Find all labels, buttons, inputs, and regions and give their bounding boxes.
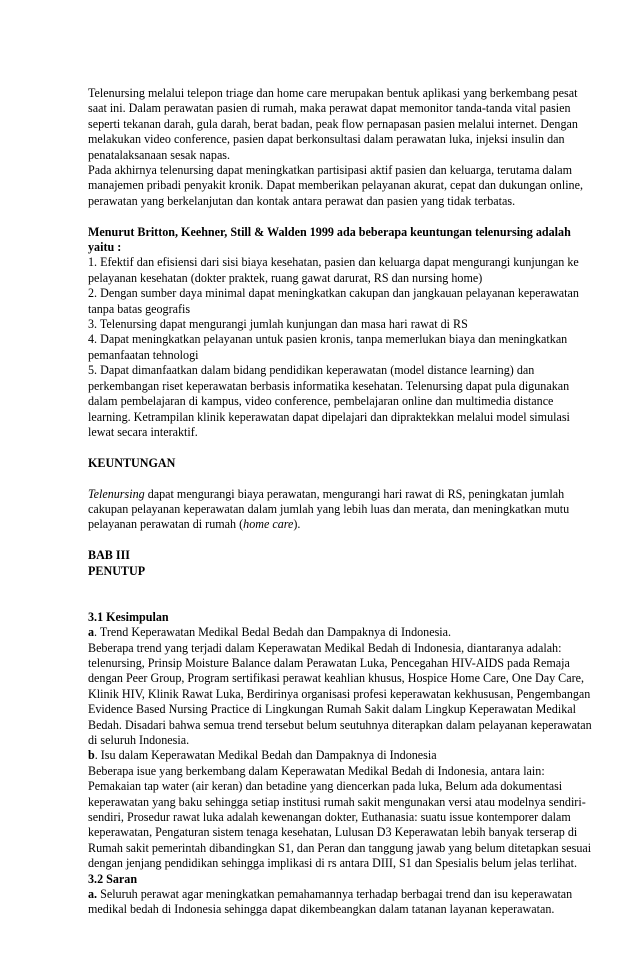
home-care-term: home care xyxy=(243,517,294,532)
kesimpulan-b-text: Beberapa isue yang berkembang dalam Keperawatan Medikal Bedah di Indonesia, antara lain: Pemakaian tap water (air keran) dan betadine yang diencerkan pada luka, Belum ada dokumentasi keperawatan yang baku sehingga setiap institusi rumah sakit mengunakan versi atau modelnya sendiri-sendiri, Prosedur rawat luka adalah kewenangan dokter, Euthanasia: suatu issue kontemporer dalam keperawatan, Pengaturan sistem tenaga kesehatan, Lulusan D3 Keperawatan lebih banyak terserap di Rumah sakit pemerintah dibandingkan S1, dan Peran dan tanggung jawab yang belum ditetapkan sesuai dengan jenjang pendidikan sehingga implikasi di rs antara DIII, S1 dan Spesialis belum jelas terlihat. xyxy=(88,763,592,871)
benefit-item-4: 4. Dapat meningkatkan pelayanan untuk pasien kronis, tanpa memerlukan biaya dan meningkatkan pemanfaatan tehnologi xyxy=(88,332,568,362)
item-letter-a: a xyxy=(88,625,95,640)
kesimpulan-a-title xyxy=(88,625,598,640)
keuntungan-text: dapat mengurangi biaya perawatan, mengurangi hari rawat di RS, peningkatan jumlah cakupan pelayanan keperawatan dalam jumlah yang lebih luas dan merata, dan meningkatkan mutu pelayanan perawatan di rumah ( xyxy=(88,486,570,532)
keuntungan-heading: KEUNTUNGAN xyxy=(88,455,176,470)
chapter-number: BAB III xyxy=(88,548,131,563)
telenursing-term: Telenursing xyxy=(88,486,145,501)
spacer xyxy=(88,533,598,548)
spacer xyxy=(88,579,598,610)
saran-a-text: Seluruh perawat agar meningkatkan pemahamannya terhadap berbagai trend dan isu keperawatan medikal bedah di Indonesia sehingga dapat dikembeangkan dalam tatanan layanan keperawatan. xyxy=(88,887,573,917)
kesimpulan-b-title xyxy=(88,748,598,763)
kesimpulan-a-text: Beberapa trend yang terjadi dalam Keperawatan Medikal Bedah di Indonesia, diantaranya adalah: telenursing, Prinsip Moisture Balance dalam Perawatan Luka, Pencegahan HIV-AIDS pada Remaja dengan Peer Group, Program sertifikasi perawat keahlian khusus, Hospice Home Care, One Day Care, Klinik HIV, Klinik Rawat Luka, Berdirinya organisasi profesi keperawatan kekhususan, Pengembangan Evidence Based Nursing Practice di Lingkungan Rumah Sakit dalam Lingkup Keperawatan Medikal Bedah. Disadari bahwa semua trend tersebut belum seutuhnya diterapkan dalam pelayanan keperawatan di seluruh Indonesia. xyxy=(88,640,592,747)
saran-letter-a: a. xyxy=(88,887,98,902)
kesimpulan-a-title-text: . Trend Keperawatan Medikal Bedal Bedah dan Dampaknya di Indonesia. xyxy=(94,625,452,640)
saran-a xyxy=(88,887,598,918)
britton-heading: Menurut Britton, Keehner, Still & Walden 1999 ada beberapa keuntungan telenursing adalah yaitu : xyxy=(88,224,571,255)
spacer xyxy=(88,440,598,455)
chapter-title: PENUTUP xyxy=(88,563,146,578)
intro-paragraph-2: Pada akhirnya telenursing dapat meningkatkan partisipasi aktif pasien dan keluarga, terutama dalam manajemen pribadi penyakit kronik. Dapat memberikan pelayanan akurat, cepat dan dukungan online, perawatan yang berkelanjutan dan kontak antara perawat dan pasien yang tidak terbatas. xyxy=(88,163,583,208)
benefit-item-2: 2. Dengan sumber daya minimal dapat meningkatkan cakupan dan jangkauan pelayanan keperawatan tanpa batas geografis xyxy=(88,286,579,316)
saran-heading: 3.2 Saran xyxy=(88,871,138,886)
benefit-item-3: 3. Telenursing dapat mengurangi jumlah kunjungan dan masa hari rawat di RS xyxy=(88,317,468,332)
kesimpulan-heading: 3.1 Kesimpulan xyxy=(88,609,169,624)
intro-paragraph-1: Telenursing melalui telepon triage dan home care merupakan bentuk aplikasi yang berkembang pesat saat ini. Dalam perawatan pasien di rumah, maka perawat dapat memonitor tanda-tanda vital pasien seperti tekanan darah, gula darah, berat badan, peak flow pernapasan pasien melalui internet. Dengan melakukan video conference, pasien dapat berkonsultasi dalam perawatan luka, injeksi insulin dan penatalaksanaan sesak napas. xyxy=(88,86,578,162)
item-letter-b: b xyxy=(88,748,95,763)
kesimpulan-b-title-text: . Isu dalam Keperawatan Medikal Bedah dan Dampaknya di Indonesia xyxy=(94,748,437,763)
keuntungan-paragraph xyxy=(88,487,598,533)
benefit-item-1: 1. Efektif dan efisiensi dari sisi biaya kesehatan, pasien dan keluarga dapat mengurangi kunjungan ke pelayanan kesehatan (dokter praktek, ruang gawat darurat, RS dan nursing home) xyxy=(88,255,579,285)
spacer xyxy=(88,471,598,486)
spacer xyxy=(88,209,598,224)
benefit-item-5: 5. Dapat dimanfaatkan dalam bidang pendidikan keperawatan (model distance learning) dan perkembangan riset keperawatan berbasis informatika kesehatan. Telenursing dapat pula digunakan dalam pembelajaran di kampus, video conference, pembelajaran online dan multimedia distance learning. Ketrampilan klinik keperawatan dapat dipelajari dan dipraktekkan melalui model simulasi lewat secara interaktif. xyxy=(88,363,570,439)
keuntungan-text-end: ). xyxy=(293,517,301,532)
